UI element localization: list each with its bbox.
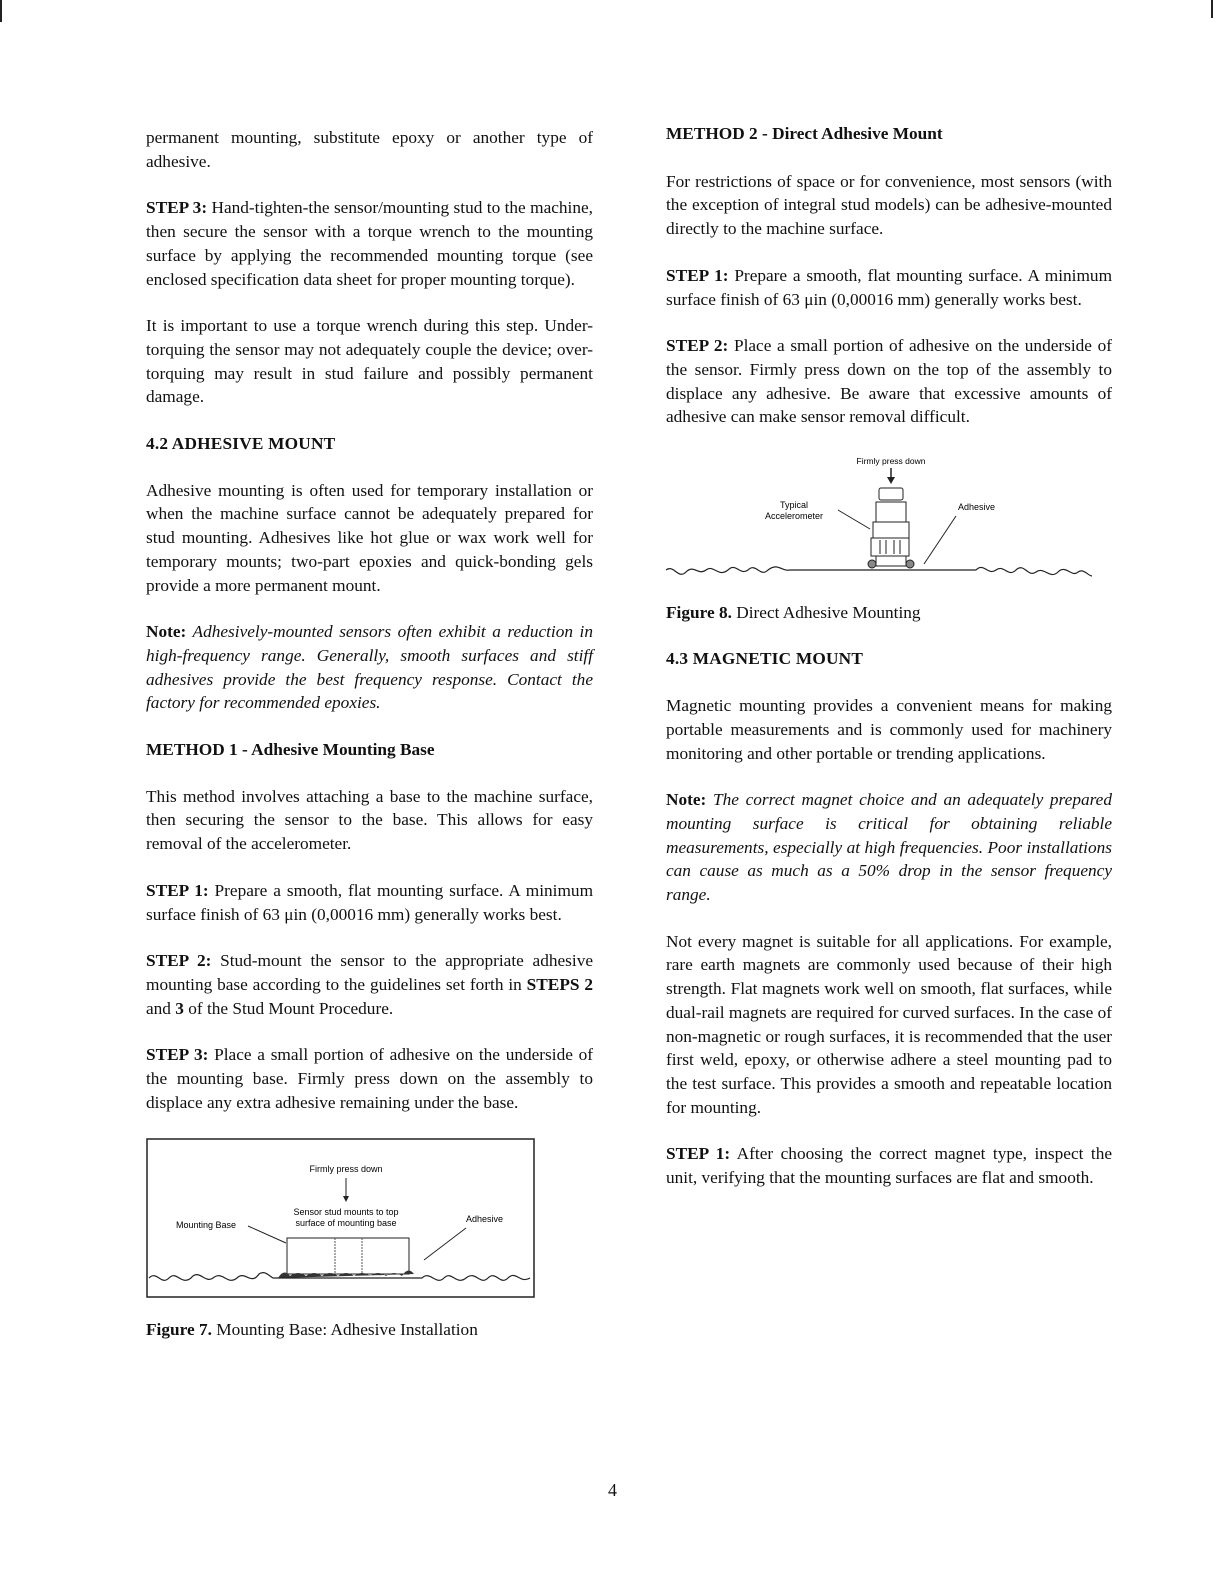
figure-8-diagram	[666, 444, 1112, 591]
paragraph-step3b: STEP 3: Place a small portion of adhesive on the underside of the mounting base. Firmly press down on the assembly to displace any extra adhesive remaining under the base.	[146, 1045, 594, 1112]
paragraph-adhesive-intro: Adhesive mounting is often used for temporary installation or when the machine surface cannot be adequately prepared for stud mounting. Adhesives like hot glue or wax work well for temporary mounts; two-part epoxies and quick-bonding gels provide a more permanent mount.	[146, 480, 593, 595]
svg-text:Adhesive: Adhesive	[958, 502, 996, 513]
paragraph-magnetic-step1: STEP 1: After choosing the correct magnet type, inspect the unit, verifying that the mounting surfaces are flat and smooth.	[666, 1144, 1113, 1188]
paragraph-intro: permanent mounting, substitute epoxy or another type of adhesive.	[146, 128, 593, 171]
paragraph-method1-intro: This method involves attaching a base to the machine surface, then securing the sensor to the base. This allows for easy removal of the accelerometer.	[146, 786, 593, 854]
svg-text:Accelerometer: Accelerometer	[764, 511, 824, 522]
page-number: 4	[608, 1480, 617, 1500]
section-heading-magnetic-mount: 4.3 MAGNETIC MOUNT	[666, 649, 864, 669]
figure-7-diagram	[146, 1138, 593, 1305]
step-label: STEP 3:	[146, 198, 208, 218]
svg-text:Firmly press down: Firmly press down	[309, 1163, 383, 1174]
paragraph-torque-warning: It is important to use a torque wrench during this step. Under-torquing the sensor may not adequately couple the device; over-torquing may result in stud failure and possibly permanent damage.	[146, 316, 593, 407]
note-adhesive: Note: Adhesively-mounted sensors often exhibit a reduction in high-frequency range. Generally, smooth surfaces and stiff adhesives provide the best frequency response. Contact the factory for recommended epoxies.	[146, 622, 593, 713]
paragraph-step1: STEP 1: Prepare a smooth, flat mounting surface. A minimum surface finish of 63 μin (0,00016 mm) generally works best.	[146, 880, 594, 924]
scan-edge-mark	[1211, 0, 1213, 18]
method2-heading: METHOD 2 - Direct Adhesive Mount	[666, 124, 943, 143]
svg-text:Sensor stud mounts to top: Sensor stud mounts to top	[293, 1206, 399, 1217]
paragraph-step3: STEP 3: Hand-tighten-the sensor/mounting stud to the machine, then secure the sensor with a torque wrench to the mounting surface by applying the recommended mounting torque (see enclosed specification data sheet for proper mounting torque).	[146, 198, 593, 289]
paragraph-step2: STEP 2: Stud-mount the sensor to the appropriate adhesive mounting base according to the guidelines set forth in STEPS 2 and 3 of the Stud Mount Procedure.	[146, 951, 594, 1018]
paragraph-magnetic-intro: Magnetic mounting provides a convenient means for making portable measurements and is commonly used for machinery monitoring and other portable or trending applications.	[666, 696, 1112, 763]
section-heading-adhesive-mount: 4.2 ADHESIVE MOUNT	[146, 434, 336, 454]
paragraph-magnet-types: Not every magnet is suitable for all applications. For example, rare earth magnets are commonly used because of their high strength. Flat magnets work well on smooth, flat surfaces, while dual-rail magnets are required for curved surfaces. In the case of non-magnetic or rough surfaces, it is recommended that the user first weld, epoxy, or otherwise adhere a steel mounting pad to the test surface. This provides a smooth and repeatable location for mounting.	[666, 931, 1112, 1117]
svg-text:Mounting Base: Mounting Base	[176, 1219, 237, 1230]
note-magnetic: Note: The correct magnet choice and an adequately prepared mounting surface is critical for obtaining reliable measurements, especially at high frequencies. Poor installations can cause as much as a 50% drop in the sensor frequency range.	[666, 790, 1112, 905]
paragraph-step2: STEP 2: Place a small portion of adhesive on the underside of the sensor. Firmly press down on the top of the assembly to displace any adhesive. Be aware that excessive amounts of adhesive can make sensor removal difficult.	[666, 336, 1113, 427]
svg-text:Firmly press down: Firmly press down	[856, 456, 926, 467]
figure-7-caption: Figure 7. Mounting Base: Adhesive Installation	[146, 1320, 478, 1340]
mounting-base-illustration	[146, 1138, 538, 1298]
method1-heading: METHOD 1 - Adhesive Mounting Base	[146, 740, 435, 760]
svg-text:Adhesive: Adhesive	[466, 1213, 504, 1224]
scan-edge-mark	[0, 0, 2, 22]
paragraph-method2-intro: For restrictions of space or for convenience, most sensors (with the exception of integral stud models) can be adhesive-mounted directly to the machine surface.	[666, 171, 1112, 239]
direct-adhesive-illustration	[666, 444, 1112, 584]
paragraph-step1: STEP 1: Prepare a smooth, flat mounting surface. A minimum surface finish of 63 μin (0,00016 mm) generally works best.	[666, 265, 1113, 309]
left-column	[146, 126, 593, 1365]
svg-text:Typical: Typical	[779, 500, 809, 511]
svg-text:surface of mounting base: surface of mounting base	[295, 1217, 397, 1228]
right-column	[666, 122, 1112, 1213]
figure-8-caption: Figure 8. Direct Adhesive Mounting	[666, 602, 921, 622]
